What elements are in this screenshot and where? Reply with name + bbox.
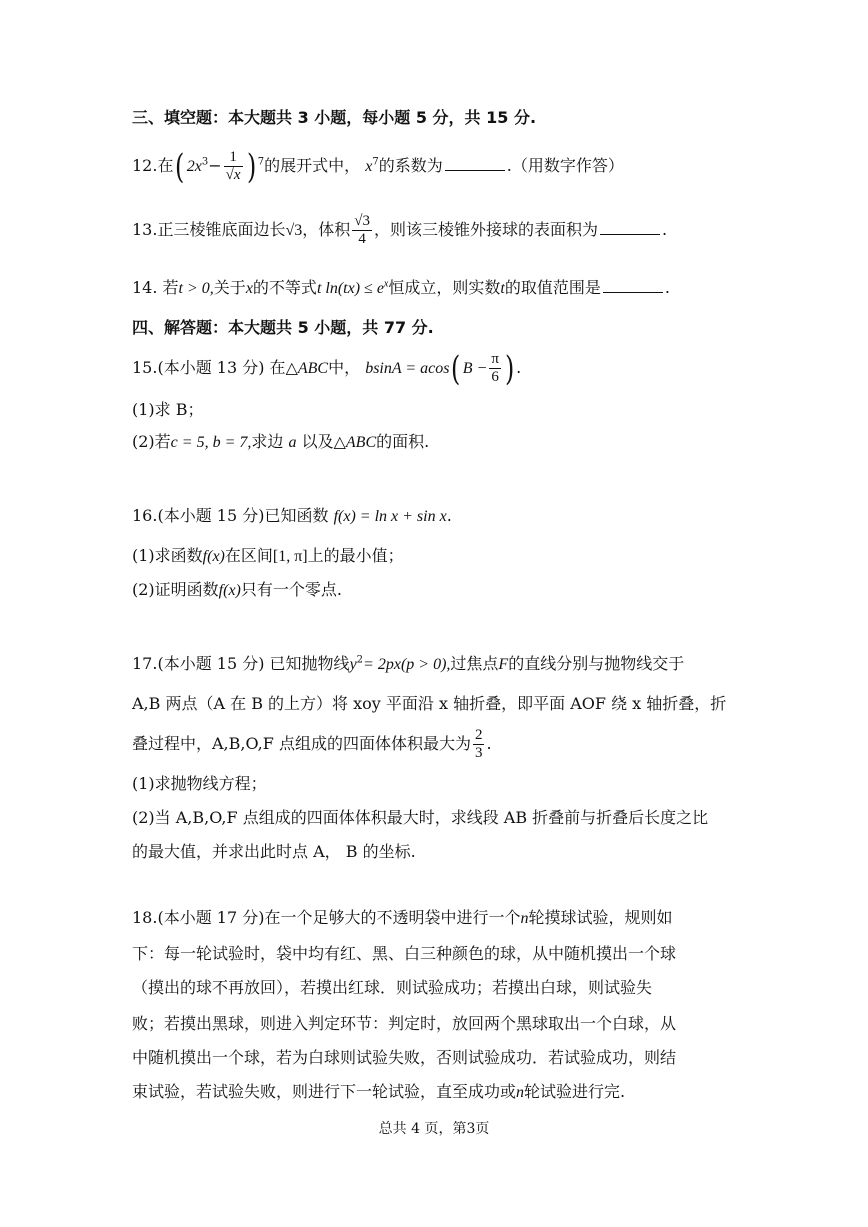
answer-blank <box>445 154 505 171</box>
section-4-heading: 四、解答题：本大题共 5 小题，共 77 分. <box>132 318 434 337</box>
question-17-part-1: (1)求抛物线方程； <box>132 774 267 793</box>
q15-fraction: $\frac{\pi}{6}$ <box>491 351 499 385</box>
question-18-line-3: （摸出的球不再放回），若摸出红球．则试验成功；若摸出白球，则试验失 <box>132 978 653 997</box>
question-15-part-1: (1)求 B； <box>132 400 204 419</box>
question-18-line-6: 束试验，若试验失败，则进行下一轮试验，直至成功或n轮试验进行完. <box>132 1082 626 1101</box>
q17-fraction: $\frac{2}{3}$ <box>474 727 483 761</box>
question-15: 15.(本小题 13 分) 在△ABC中， bsinA = acos( B − $\frac{\pi}{6}$ ) . <box>132 348 522 389</box>
question-12: 12.在( $2x^3-$ $\frac{1}{√x}$ ) $^7$的展开式中， $x^7$的系数为 .（用数字作答） <box>132 146 624 187</box>
question-17-part-2-line-1: (2)当 A,B,O,F 点组成的四面体体积最大时，求线段 AB 折叠前与折叠后长度之比 <box>132 808 709 827</box>
q13-fraction: $\frac{√3}{4}$ <box>354 213 370 247</box>
question-17-line-2: A,B 两点（A 在 B 的上方）将 xoy 平面沿 x 轴折叠，即平面 AOF 绕 x 轴折叠，折 <box>132 694 727 713</box>
question-15-part-2: (2)若c = 5, b = 7,求边 a 以及△ABC的面积. <box>132 432 430 451</box>
question-18-line-4: 败；若摸出黑球，则进入判定环节：判定时，放回两个黑球取出一个白球，从 <box>132 1014 677 1033</box>
question-16: 16.(本小题 15 分)已知函数 f(x) = ln x + sin x. <box>132 506 452 525</box>
question-17: 17.(本小题 15 分) 已知抛物线$y^2= 2px(p > 0)$,过焦点F的直线分别与抛物线交于 <box>132 654 685 673</box>
question-14: 14. 若t > 0,关于x的不等式t $\ln(tx) \le e^x$恒成立，则实数t的取值范围是 . <box>132 278 670 297</box>
page-footer: 总共 4 页，第3页 <box>378 1121 490 1137</box>
answer-blank <box>600 218 660 235</box>
question-18-line-2: 下：每一轮试验时，袋中均有红、黑、白三种颜色的球，从中随机摸出一个球 <box>132 944 677 963</box>
question-16-part-2: (2)证明函数f(x)只有一个零点. <box>132 580 342 599</box>
question-13: 13.正三棱锥底面边长√3，体积 $\frac{√3}{4}$ ，则该三棱锥外接球的表面积为 . <box>132 213 668 247</box>
q12-fraction: $\frac{1}{√x}$ <box>225 149 241 183</box>
section-3-heading: 三、填空题：本大题共 3 小题，每小题 5 分，共 15 分. <box>132 108 537 127</box>
answer-blank <box>603 276 663 293</box>
question-16-part-1: (1)求函数f(x)在区间[1, π]上的最小值； <box>132 546 404 565</box>
question-18-line-5: 中随机摸出一个球，若为白球则试验失败，否则试验成功．若试验成功，则结 <box>132 1048 677 1067</box>
question-17-part-2-line-2: 的最大值，并求出此时点 A， B 的坐标. <box>132 842 416 861</box>
question-17-line-3: 叠过程中，A,B,O,F 点组成的四面体体积最大为 $\frac{2}{3}$ . <box>132 727 492 761</box>
question-18: 18.(本小题 17 分)在一个足够大的不透明袋中进行一个n轮摸球试验，规则如 <box>132 908 673 927</box>
